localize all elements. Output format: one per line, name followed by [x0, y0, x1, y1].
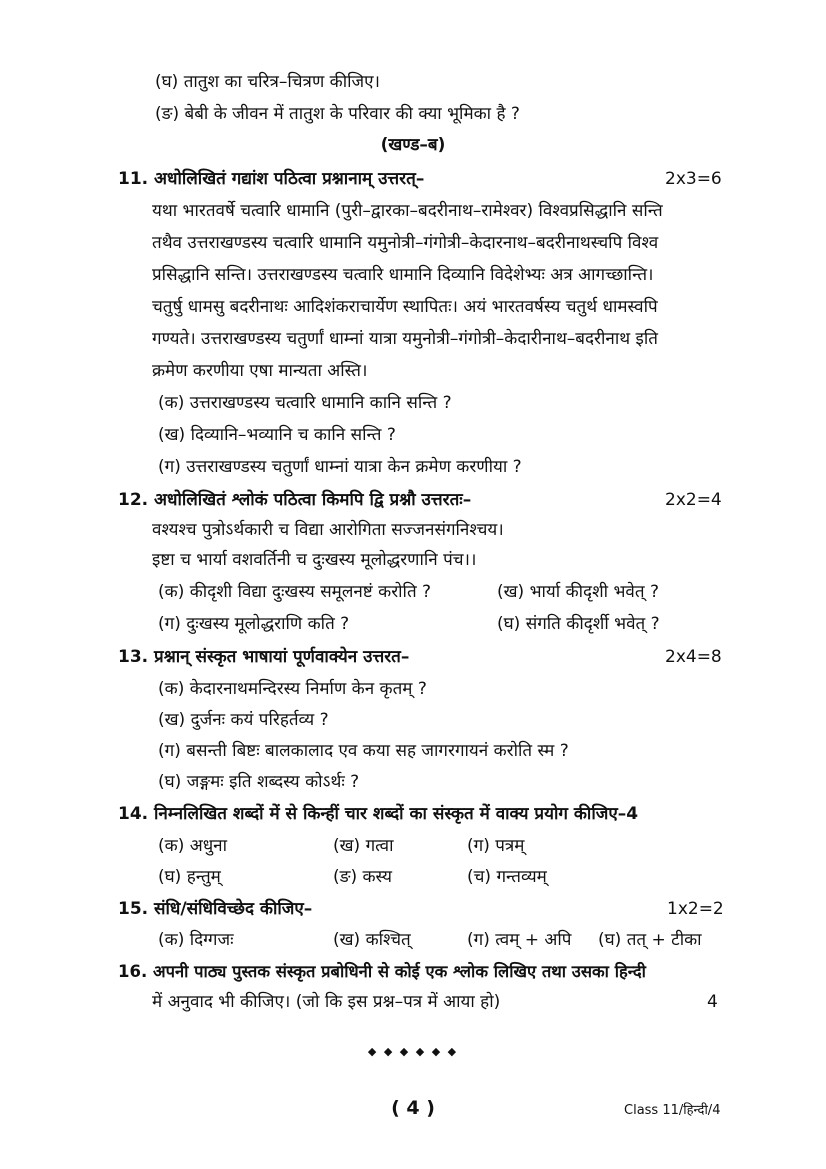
question-13-heading: 13. प्रश्नान् संस्कृत भाषायां पूर्णवाक्येन उत्तरत–: [118, 647, 410, 667]
question-13-d: (घ) जङ्गमः इति शब्दस्य कोऽर्थः ?: [158, 772, 360, 792]
question-13-marks: 2x4=8: [665, 647, 722, 667]
question-11-b: (ख) दिव्यानि–भव्यानि च कानि सन्ति ?: [158, 425, 396, 445]
question-12-d: (घ) संगति कीदृर्शी भवेत् ?: [497, 614, 660, 634]
question-14-c: (ग) पत्रम्: [467, 836, 525, 856]
question-11-c: (ग) उत्तराखण्डस्य चतुर्णां धाम्नां यात्रा केन क्रमेण करणीया ?: [158, 457, 522, 477]
question-15-c: (ग) त्वम् + अपि: [467, 930, 572, 950]
question-14-b: (ख) गत्वा: [333, 836, 394, 856]
question-12-a: (क) कीदृशी विद्या दुःखस्य समूलनष्टं करोति ?: [158, 582, 432, 602]
question-16-line1: 16. अपनी पाठ्य पुस्तक संस्कृत प्रबोधिनी से कोई एक श्लोक लिखिए तथा उसका हिन्दी: [118, 962, 646, 981]
section-title: (खण्ड–ब): [380, 135, 446, 155]
question-11-marks: 2x3=6: [665, 169, 722, 189]
separator-diamonds: ◆ ◆ ◆ ◆ ◆ ◆: [367, 1045, 459, 1058]
question-11-a: (क) उत्तराखण्डस्य चत्वारि धामानि कानि सन्ति ?: [158, 393, 452, 413]
passage-line: गण्यते। उत्तराखण्डस्य चतुर्णां धाम्नां यात्रा यमुनोत्री–गंगोत्री–केदारीनाथ–बदरीनाथ इति: [152, 329, 658, 349]
verse-line: इष्टा च भार्या वशवर्तिनी च दुःखस्य मूलोद्धरणानि पंच।।: [152, 550, 477, 570]
passage-line: तथैव उत्तराखण्डस्य चत्वारि धामानि यमुनोत्री–गंगोत्री–केदारनाथ–बदरीनाथस्चपि विश्व: [152, 233, 659, 253]
question-14-f: (च) गन्तव्यम्: [467, 867, 547, 887]
question-14-e: (ङ) कस्य: [333, 867, 393, 887]
question-13-a: (क) केदारनाथमन्दिरस्य निर्माण केन कृतम् ?: [158, 679, 427, 699]
question-12-c: (ग) दुःखस्य मूलोद्धराणि कति ?: [158, 614, 350, 634]
question-15-b: (ख) कश्चित्: [333, 930, 411, 950]
question-16-marks: 4: [707, 992, 718, 1012]
question-14-d: (घ) हन्तुम्: [158, 867, 221, 887]
page-number: ( 4 ): [391, 1097, 435, 1119]
question-15-d: (घ) तत् + टीका: [598, 930, 702, 950]
passage-line: चतुर्षु धामसु बदरीनाथः आदिशंकराचार्येण स्थापितः। अयं भारतवर्षस्य चतुर्थ धामस्वपि: [152, 297, 658, 317]
question-12-b: (ख) भार्या कीदृशी भवेत् ?: [497, 582, 659, 602]
question-15-heading: 15. संधि/संधिविच्छेद कीजिए–: [118, 899, 313, 919]
question-10-nga: (ङ) बेबी के जीवन में तातुश के परिवार की क्या भूमिका है ?: [155, 104, 520, 124]
class-code: Class 11/हिन्दी/4: [624, 1103, 721, 1118]
question-14-a: (क) अधुना: [158, 836, 228, 856]
question-13-c: (ग) बसन्ती बिष्टः बालकालाद एव कया सह जागरगायनं करोति स्म ?: [158, 741, 569, 761]
question-12-marks: 2x2=4: [665, 490, 722, 510]
question-12-heading: 12. अधोलिखितं श्लोकं पठित्वा किमपि द्वि प्रश्नौ उत्तरतः–: [118, 490, 472, 510]
question-15-a: (क) दिग्गजः: [158, 930, 234, 950]
passage-line: यथा भारतवर्षे चत्वारि धामानि (पुरी–द्वारका–बदरीनाथ–रामेश्वर) विश्वप्रसिद्धानि सन्ति: [152, 201, 663, 221]
passage-line: क्रमेण करणीया एषा मान्यता अस्ति।: [152, 361, 368, 381]
question-13-b: (ख) दुर्जनः कयं परिहर्तव्य ?: [158, 710, 329, 730]
question-10-gha: (घ) तातुश का चरित्र–चित्रण कीजिए।: [155, 72, 380, 92]
question-14-heading: 14. निम्नलिखित शब्दों में से किन्हीं चार शब्दों का संस्कृत में वाक्य प्रयोग कीजिए–4: [118, 804, 639, 824]
question-15-marks: 1x2=2: [667, 899, 724, 919]
question-11-heading: 11. अधोलिखितं गद्यांश पठित्वा प्रश्नानाम् उत्तरत्–: [118, 169, 425, 189]
passage-line: प्रसिद्धानि सन्ति। उत्तराखण्डस्य चत्वारि धामानि दिव्यानि विदेशेभ्यः अत्र आगच्छान्ति।: [152, 265, 654, 285]
verse-line: वश्यश्च पुत्रोऽर्थकारी च विद्या आरोगिता सज्जनसंगनिश्चय।: [152, 520, 504, 540]
question-16-line2: में अनुवाद भी कीजिए। (जो कि इस प्रश्न–पत्र में आया हो): [152, 992, 501, 1012]
